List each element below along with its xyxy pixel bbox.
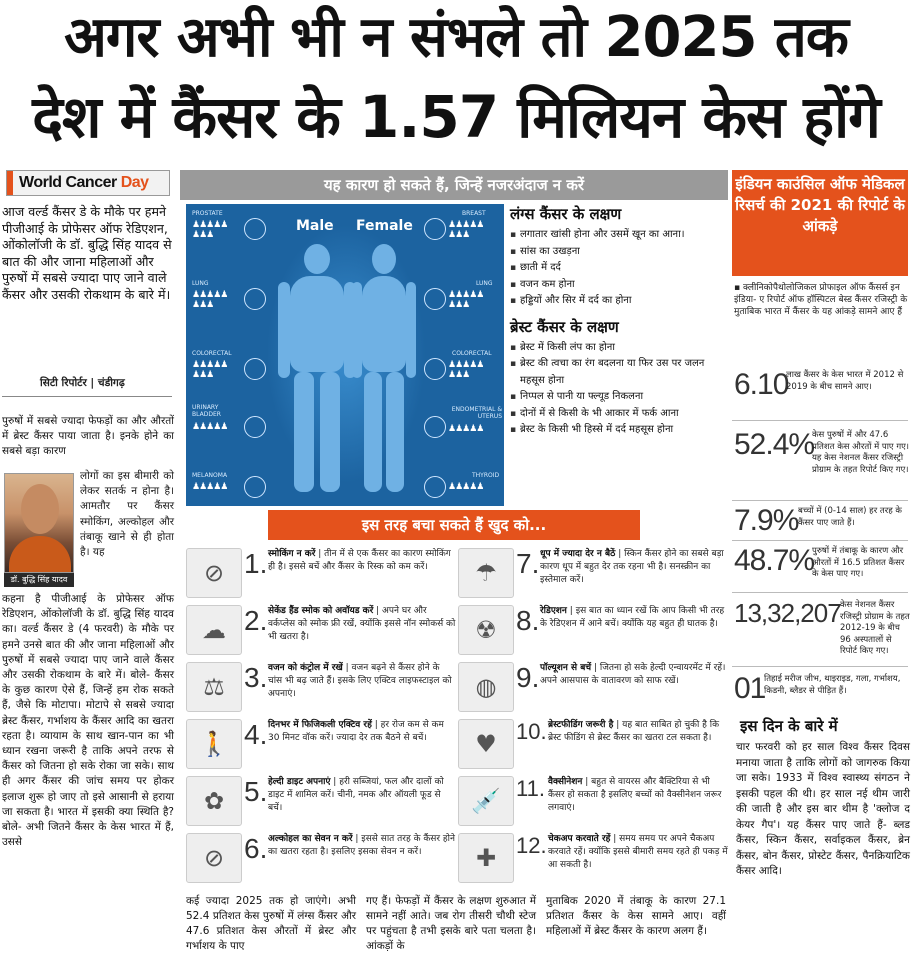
tip-heading: दिनभर में फिजिकली एक्टिव रहें [268,720,372,730]
headline [0,0,912,160]
people-icons: ♟♟♟♟♟ ♟♟♟ [192,290,228,310]
male-leg-right [320,372,340,492]
tip-heading: स्मोकिंग न करें [268,549,316,559]
people-icons: ♟♟♟♟♟ ♟♟♟ [192,360,228,380]
stat-desc: पुरुषों में तंबाकू के कारण और औरतों में 16.5 प्रतिशत कैंसर के केस पाए गए। [812,546,905,579]
stat-value: 01 [734,672,766,705]
people-icons: ♟♟♟♟♟ [448,482,484,492]
uterus-icon [424,416,446,438]
list-item: ▪ ब्रेस्ट की त्वचा का रंग बदलना या फिर उस पर जलन महसूस होना [510,356,728,389]
divider [732,420,908,421]
stat-5 [734,598,910,656]
people-icons: ♟♟♟♟♟ [448,424,484,434]
divider [732,500,908,501]
tip-heading: पॉल्यूशन से बचें [540,663,592,673]
stat-desc: केस नेशनल कैंसर रजिस्ट्री प्रोग्राम के तहत 2012-19 के बीच 96 अस्पतालों से रिपोर्ट किए गए। [840,600,910,656]
male-torso [290,276,344,372]
infographic [180,168,728,888]
prostate-icon [244,218,266,240]
organ-label-colorectal-left: COLORECTAL [192,350,232,357]
face-shape [21,484,59,534]
colon-icon [424,358,446,380]
lung-symptoms-heading: लंग्स कैंसर के लक्षण [510,205,622,223]
breastfeeding-icon: ♥ [458,719,514,769]
shirt-shape [9,536,71,573]
tip-text: धूप में ज्यादा देर न बैठें | स्किन कैंसर होने का सबसे बड़ा कारण धूप में बहुत देर तक रहना भी है। सनस्क्रीन का इस्तेमाल करें। [540,549,724,585]
tip-body: जितना हो सके हेल्दी एन्वायरमेंट में रहें। अपने आसपास के वातावरण को साफ रखें। [540,663,726,686]
icmr-heading: इंडियन काउंसिल ऑफ मेडिकल रिसर्च की 2021 की रिपोर्ट के आंकड़े [732,170,908,276]
list-item: ▪ वजन कम होना [510,277,728,294]
tip-text: सेकेंड हैंड स्मोक को अवॉयड करें | अपने घर और वर्कप्लेस को स्मोक फ्री रखें, क्योंकि इससे नॉन स्मोकर्स को भी खतरा है। [268,606,456,642]
list-item: ▪ हड्डियों और सिर में दर्द का होना [510,293,728,310]
tip-heading: सेकेंड हैंड स्मोक को अवॉयड करें [268,606,374,616]
tip-heading: वजन को कंट्रोल में रखें [268,663,343,673]
tip-heading: चेकअप करवाते रहें [548,834,611,844]
tip-body: समय समय पर अपने चैकअप करवाते रहें। क्योंकि इससे बीमारी समय रहते ही पकड़ में आ सकती है। [548,834,728,870]
secondhand-smoke-icon: ☁ [186,605,242,655]
tip-number: 7. [516,548,540,579]
stat-desc: बच्चों में (0-14 साल) हर तरह के कैंसर पाए जाते हैं। [798,506,902,528]
people-icons: ♟♟♟♟♟ ♟♟♟ [448,290,484,310]
stat-6 [734,672,910,704]
stat-desc: केस पुरुषों में और 47.6 प्रतिशत केस औरतों में पाए गए। यह केस नेशनल कैंसर रजिस्ट्री प्रोग्राम के तहत रिपोर्ट किए गए। [812,430,910,475]
organ-label-melanoma: MELANOMA [192,472,228,479]
stat-value: 7.9% [734,504,799,537]
prevention-tip [186,660,456,716]
organ-label-bladder: URINARY BLADDER [192,404,221,418]
tip-heading: अल्कोहल का सेवन न करें [268,834,353,844]
stat-value: 6.10 [734,368,789,401]
prevention-title: इस तरह बचा सकते हैं खुद को... [268,510,640,540]
lung-icon [244,288,266,310]
tip-body: इससे सात तरह के कैंसर होने का खतरा रहता है। इसलिए इसका सेवन न करें। [268,834,456,857]
female-head [372,244,396,274]
lung-symptoms-list [510,227,728,310]
headline-line-2: देश में कैंसर के 1.57 मिलियन केस होंगे [32,83,880,151]
skin-icon [244,476,266,498]
tip-text: हेल्दी डाइट अपनाएं | हरी सब्जियां, फल और दालों को डाइट में शामिल करें। चीनी, नमक और ऑयली फूड से बचें। [268,777,444,813]
list-item: ▪ ब्रेस्ट के किसी भी हिस्से में दर्द महसूस होना [510,422,728,439]
organ-label-lung-right: LUNG [476,280,493,287]
breast-icon [424,218,446,240]
stat-value: 52.4% [734,428,815,461]
list-item: ▪ निप्पल से पानी या फ्ल्यूड निकलना [510,389,728,406]
female-arm-left [352,282,362,378]
prevention-tips [186,546,728,888]
tip-body: अपने घर और वर्कप्लेस को स्मोक फ्री रखें, क्योंकि इससे नॉन स्मोकर्स को भी खतरा है। [268,606,456,642]
bottom-column-3: मुताबिक 2020 में तंबाकू के कारण 27.1 प्रतिशत कैंसर के केस सामने आए। वहीं महिलाओं में ब्रेस्ट कैंसर के कारण अलग हैं। [546,895,726,937]
female-leg-right [386,372,404,492]
tip-heading: रेडिएशन [540,606,567,616]
tip-number: 1. [244,548,268,579]
female-label: Female [356,218,413,234]
tip-text: चेकअप करवाते रहें | समय समय पर अपने चैकअप करवाते रहें। क्योंकि इससे बीमारी समय रहते ही पकड़ में आ सकती है। [548,834,728,870]
people-icons: ♟♟♟♟♟ ♟♟♟ [448,220,484,240]
stat-value: 48.7% [734,544,815,577]
anatomy-panel [186,204,504,506]
tip-body: स्किन कैंसर होने का सबसे बड़ा कारण धूप में बहुत देर तक रहना भी है। सनस्क्रीन का इस्तेमाल करें। [540,549,724,585]
doctor-photo [4,473,74,573]
about-heading: इस दिन के बारे में [740,717,838,735]
stat-2 [734,428,910,475]
tip-number: 11. [516,776,545,801]
checkup-icon: ✚ [458,833,514,883]
walking-icon: 🚶 [186,719,242,769]
male-arm-left [278,282,290,378]
people-icons: ♟♟♟♟♟ ♟♟♟ [192,220,228,240]
people-icons: ♟♟♟♟♟ [192,422,228,432]
tip-number: 8. [516,605,540,636]
tip-body: हर रोज कम से कम 30 मिनट वॉक करें। ज्यादा देर तक बैठने से बचें। [268,720,444,743]
female-leg-left [364,372,382,492]
bottom-column-2: गए हैं। फेफड़ों में कैंसर के लक्षण शुरुआत में सामने नहीं आते। जब रोग तीसरी चौथी स्टेज पर पहुंचता है तभी इसके बारे पता चलता है। आंकड़ों के [366,895,536,952]
prevention-tip [186,774,456,830]
tip-number: 2. [244,605,268,636]
prevention-tip [186,717,456,773]
list-item: ▪ छाती में दर्द [510,260,728,277]
prevention-tip [186,546,456,602]
sun-umbrella-icon: ☂ [458,548,514,598]
tip-body: बहुत से वायरस और बैक्टिरिया से भी कैंसर हो सकता है इसलिए बच्चों को वैक्सीनेशन जरूर लगवाएं। [548,777,722,813]
divider [732,592,908,593]
tip-text: पॉल्यूशन से बचें | जितना हो सके हेल्दी एन्वायरमेंट में रहें। अपने आसपास के वातावरण को साफ रखें। [540,663,726,686]
prevention-tip [458,546,728,602]
tip-text: रेडिएशन | इस बात का ध्यान रखें कि आप किसी भी तरह के रेडिएशन में आने बचें। क्योंकि यह बहुत ही घातक है। [540,606,725,629]
prevention-tip [458,774,728,830]
male-label: Male [296,218,334,234]
divider [732,666,908,667]
tip-body: हरी सब्जियां, फल और दालों को डाइट में शामिल करें। चीनी, नमक और ऑयली फूड से बचें। [268,777,444,813]
bottom-column-1: कई ज्यादा 2025 तक हो जाएंगे। अभी 52.4 प्रतिशत केस पुरुषों में लंग्स कैंसर और 47.6 प्रतिशत केस औरतों में ब्रेस्ट और गर्भाशय के पाए [186,895,356,952]
prevention-tip [458,603,728,659]
prevention-tip [186,831,456,887]
people-icons: ♟♟♟♟♟ ♟♟♟ [448,360,484,380]
list-item: ▪ ब्रेस्ट में किसी लंप का होना [510,340,728,357]
tip-heading: धूप में ज्यादा देर न बैठें [540,549,616,559]
bladder-icon [244,416,266,438]
divider [2,396,172,397]
tip-text: वजन को कंट्रोल में रखें | वजन बढ़ने से कैंसर होने के चांस भी बढ़ जाते हैं। इसके लिए एक्टिव लाइफस्टाइल को अपनाएं। [268,663,452,699]
tip-number: 10. [516,719,547,744]
tip-text: अल्कोहल का सेवन न करें | इससे सात तरह के कैंसर होने का खतरा रहता है। इसलिए इसका सेवन न करें। [268,834,456,857]
prevention-tip [458,831,728,887]
stat-1 [734,368,910,408]
tip-body: यह बात साबित हो चुकी है कि ब्रेस्ट फीडिंग से ब्रेस्ट कैंसर का खतरा टल सकता है। [548,720,720,743]
tip-text: स्मोकिंग न करें | तीन में से एक कैंसर का कारण स्मोकिंग ही है। इससे बचें और कैंसर के रिस्क को कम करें। [268,549,451,572]
organ-label-colorectal-right: COLORECTAL [452,350,492,357]
icmr-intro: ▪ क्लीनिकोपैथोलोजिकल प्रोफाइल ऑफ कैंसर्स इन इंडिया- ए रिपोर्ट ऑफ हॉस्पिटल बेस्ड कैंसर रजिस्ट्री के मुताबिक भारत में कैंसर के यह आंकड़े सामने आए हैं [734,283,908,317]
body-paragraph-1: पुरुषों में सबसे ज्यादा फेफड़ों का और औरतों में ब्रेस्ट कैंसर पाया जाता है। इनके होने का सबसे बड़ा कारण [2,415,174,458]
female-arm-right [406,282,416,378]
divider [732,540,908,541]
banner-accent-bar [7,171,13,195]
causes-strip-title: यह कारण हो सकते हैं, जिन्हें नजरअंदाज न करें [180,170,728,200]
prevention-tip [186,603,456,659]
tip-number: 12. [516,833,547,858]
list-item: ▪ लगातार खांसी होना और उसमें खून का आना। [510,227,728,244]
tip-body: तीन में से एक कैंसर का कारण स्मोकिंग ही है। इससे बचें और कैंसर के रिस्क को कम करें। [268,549,451,572]
tip-body: वजन बढ़ने से कैंसर होने के चांस भी बढ़ जाते हैं। इसके लिए एक्टिव लाइफस्टाइल को अपनाएं। [268,663,452,699]
tip-number: 9. [516,662,540,693]
breast-symptoms-list [510,340,728,439]
organ-label-prostate: PROSTATE [192,210,223,217]
people-icons: ♟♟♟♟♟ [192,482,228,492]
male-leg-left [294,372,314,492]
thyroid-icon [424,476,446,498]
list-item: ▪ दोनों में से किसी के भी आकार में फर्क आना [510,406,728,423]
body-paragraph-beside-photo: लोगों का इस बीमारी को लेकर सतर्क न होना है। आमतौर पर कैंसर स्मोकिंग, अल्कोहल और तंबाकू खाने से ही होता है। यह [80,470,174,559]
tip-number: 3. [244,662,268,693]
list-item: ▪ सांस का उखड़ना [510,244,728,261]
tip-heading: ब्रेस्टफीडिंग जरूरी है [548,720,614,730]
prevention-tip [458,660,728,716]
photo-caption: डॉ. बुद्धि सिंह यादव [4,573,74,587]
symptoms-panel [510,204,728,446]
female-torso [362,276,406,372]
left-column [0,168,178,975]
lung-icon [424,288,446,310]
world-cancer-day-banner [6,170,170,196]
banner-text: World Cancer Day [19,174,149,191]
mask-icon: ◍ [458,662,514,712]
male-head [304,244,330,274]
tip-text: ब्रेस्टफीडिंग जरूरी है | यह बात साबित हो चुकी है कि ब्रेस्ट फीडिंग से ब्रेस्ट कैंसर का खतरा टल सकता है। [548,720,720,743]
tip-heading: हेल्दी डाइट अपनाएं [268,777,331,787]
right-column [732,168,912,975]
byline: सिटी रिपोर्टर | चंडीगढ़ [40,377,125,389]
stat-desc: लाख कैंसर के केस भारत में 2012 से 2019 के बीच सामने आए। [786,370,904,392]
breast-symptoms-heading: ब्रेस्ट कैंसर के लक्षण [510,317,619,336]
weight-scale-icon: ⚖ [186,662,242,712]
tip-number: 4. [244,719,268,750]
radiation-icon: ☢ [458,605,514,655]
organ-label-breast: BREAST [462,210,486,217]
organ-label-thyroid: THYROID [472,472,500,479]
colon-icon [244,358,266,380]
tip-text: वैक्सीनेशन | बहुत से वायरस और बैक्टिरिया से भी कैंसर हो सकता है इसलिए बच्चों को वैक्सीनेशन जरूर लगवाएं। [548,777,722,813]
tip-number: 5. [244,776,268,807]
no-alcohol-icon: ⊘ [186,833,242,883]
stat-3 [734,504,910,544]
healthy-food-icon: ✿ [186,776,242,826]
intro-paragraph: आज वर्ल्ड कैंसर डे के मौके पर हमने पीजीआई के प्रोफेसर ऑफ रेडिएशन, ओंकोलॉजी के डॉ. बुद्धि सिंह यादव से बात की और जाना महिलाओं और पुरुषों में सबसे ज्यादा पाए जाने वाले कैंसर और उसकी रोकथाम के बारे में। [2,204,172,302]
stat-desc: तिहाई मरीज जीभ, थाइराइड, गला, गर्भाशय, किडनी, ब्लैडर से पीड़ित हैं। [764,674,901,696]
no-smoking-icon: ⊘ [186,548,242,598]
prevention-tip [458,717,728,773]
organ-label-endometrial: ENDOMETRIAL & UTERUS [451,406,502,420]
tip-text: दिनभर में फिजिकली एक्टिव रहें | हर रोज कम से कम 30 मिनट वॉक करें। ज्यादा देर तक बैठने से बचें। [268,720,444,743]
tip-body: इस बात का ध्यान रखें कि आप किसी भी तरह के रेडिएशन में आने बचें। क्योंकि यह बहुत ही घातक है। [540,606,725,629]
headline-line-1: अगर अभी भी न संभले तो 2025 तक [64,5,848,70]
tip-number: 6. [244,833,268,864]
about-text: चार फरवरी को हर साल विश्व कैंसर दिवस मनाया जाता है ताकि लोगों को जागरुक किया जा सके। 1933 में विश्व स्वास्थ्य संगठन ने इसकी पहल की थी। हर साल नई थीम जारी की जाती है और इस बार थीम है 'क्लोज द केयर गैप'। यह कैंसर पाए जाते हैं- ब्लड कैंसर, स्किन कैंसर, सर्वाइकल कैंसर, ब्रेन कैंसर, बोन कैंसर, प्रोस्टेट कैंसर, पैनक्रियाटिक कैंसर आदि। [736,741,910,877]
stat-value: 13,32,207 [734,598,841,628]
vaccine-icon: 💉 [458,776,514,826]
organ-label-lung-left: LUNG [192,280,209,287]
stat-4 [734,544,910,584]
body-paragraph-2: कहना है पीजीआई के प्रोफेसर ऑफ रेडिएशन, ओंकोलॉजी के डॉ. बुद्धि सिंह यादव का। वर्ल्ड कैंसर डे (4 फरवरी) के मौके पर हमने उनसे बात की और जाना महिलाओं और पुरुषों में सबसे ज्यादा पाए जाने वाले कैंसर और उसकी रोकथाम के बारे में। बोले- कैंसर के कुछ कारण ऐसे हैं, जिन्हें हम रोक सकते हैं, जैसे कि मोटापा। मोटापे से सबसे ज्यादा ब्रेस्ट कैंसर, गर्भाशय के कैंसर आदि का खतरा रहता है। व्यायाम के साथ खान-पान का भी ध्यान रखना जरूरी है ताकि अपने तरफ से कैंसर को जितना हो सके रोका जा सके। साथ ही अगर कैंसर की जांच समय पर होकर इलाज शुरू हो जाए तो इसे आसानी से हराया जा सकता है। भारत में इसकी क्या स्थिति है? बोले- अभी जितने कैंसर के केस भारत में हैं, उससे [2,593,174,849]
tip-heading: वैक्सीनेशन [548,777,583,787]
center-bottom-text [180,894,728,972]
